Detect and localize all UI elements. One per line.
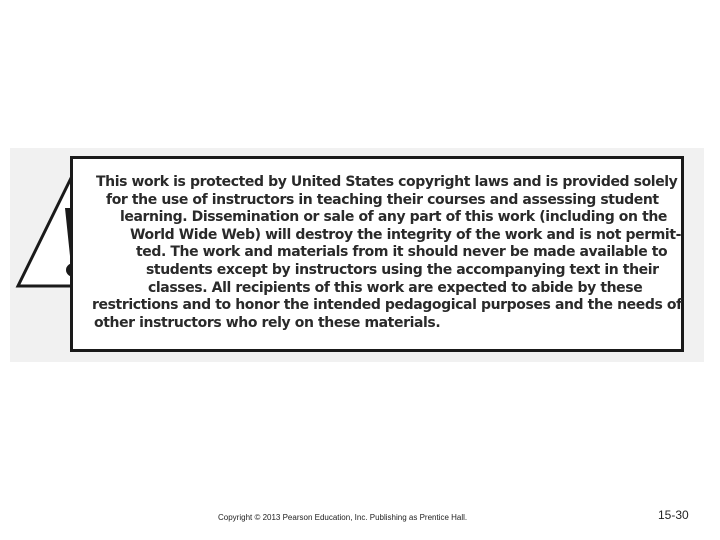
notice-line: for the use of instructors in teaching their courses and assessing student [106,191,659,208]
footer-copyright: Copyright © 2013 Pearson Education, Inc. Publishing as Prentice Hall. [218,513,468,522]
slide-number: 15-30 [658,508,689,522]
notice-line: restrictions and to honor the intended pedagogical purposes and the needs of [92,297,682,314]
notice-line: This work is protected by United States copyright laws and is provided solely [96,174,678,190]
notice-line: learning. Dissemination or sale of any part of this work (including on the [120,209,668,226]
notice-line: classes. All recipients of this work are expected to abide by these [148,279,643,296]
notice-line: students except by instructors using the accompanying text in their [146,261,659,278]
copyright-notice-text [80,174,682,332]
notice-line: ted. The work and materials from it should never be made available to [136,244,668,261]
notice-line: World Wide Web) will destroy the integrity of the work and is not permit- [130,226,682,243]
notice-line: other instructors who rely on these materials. [94,314,441,331]
